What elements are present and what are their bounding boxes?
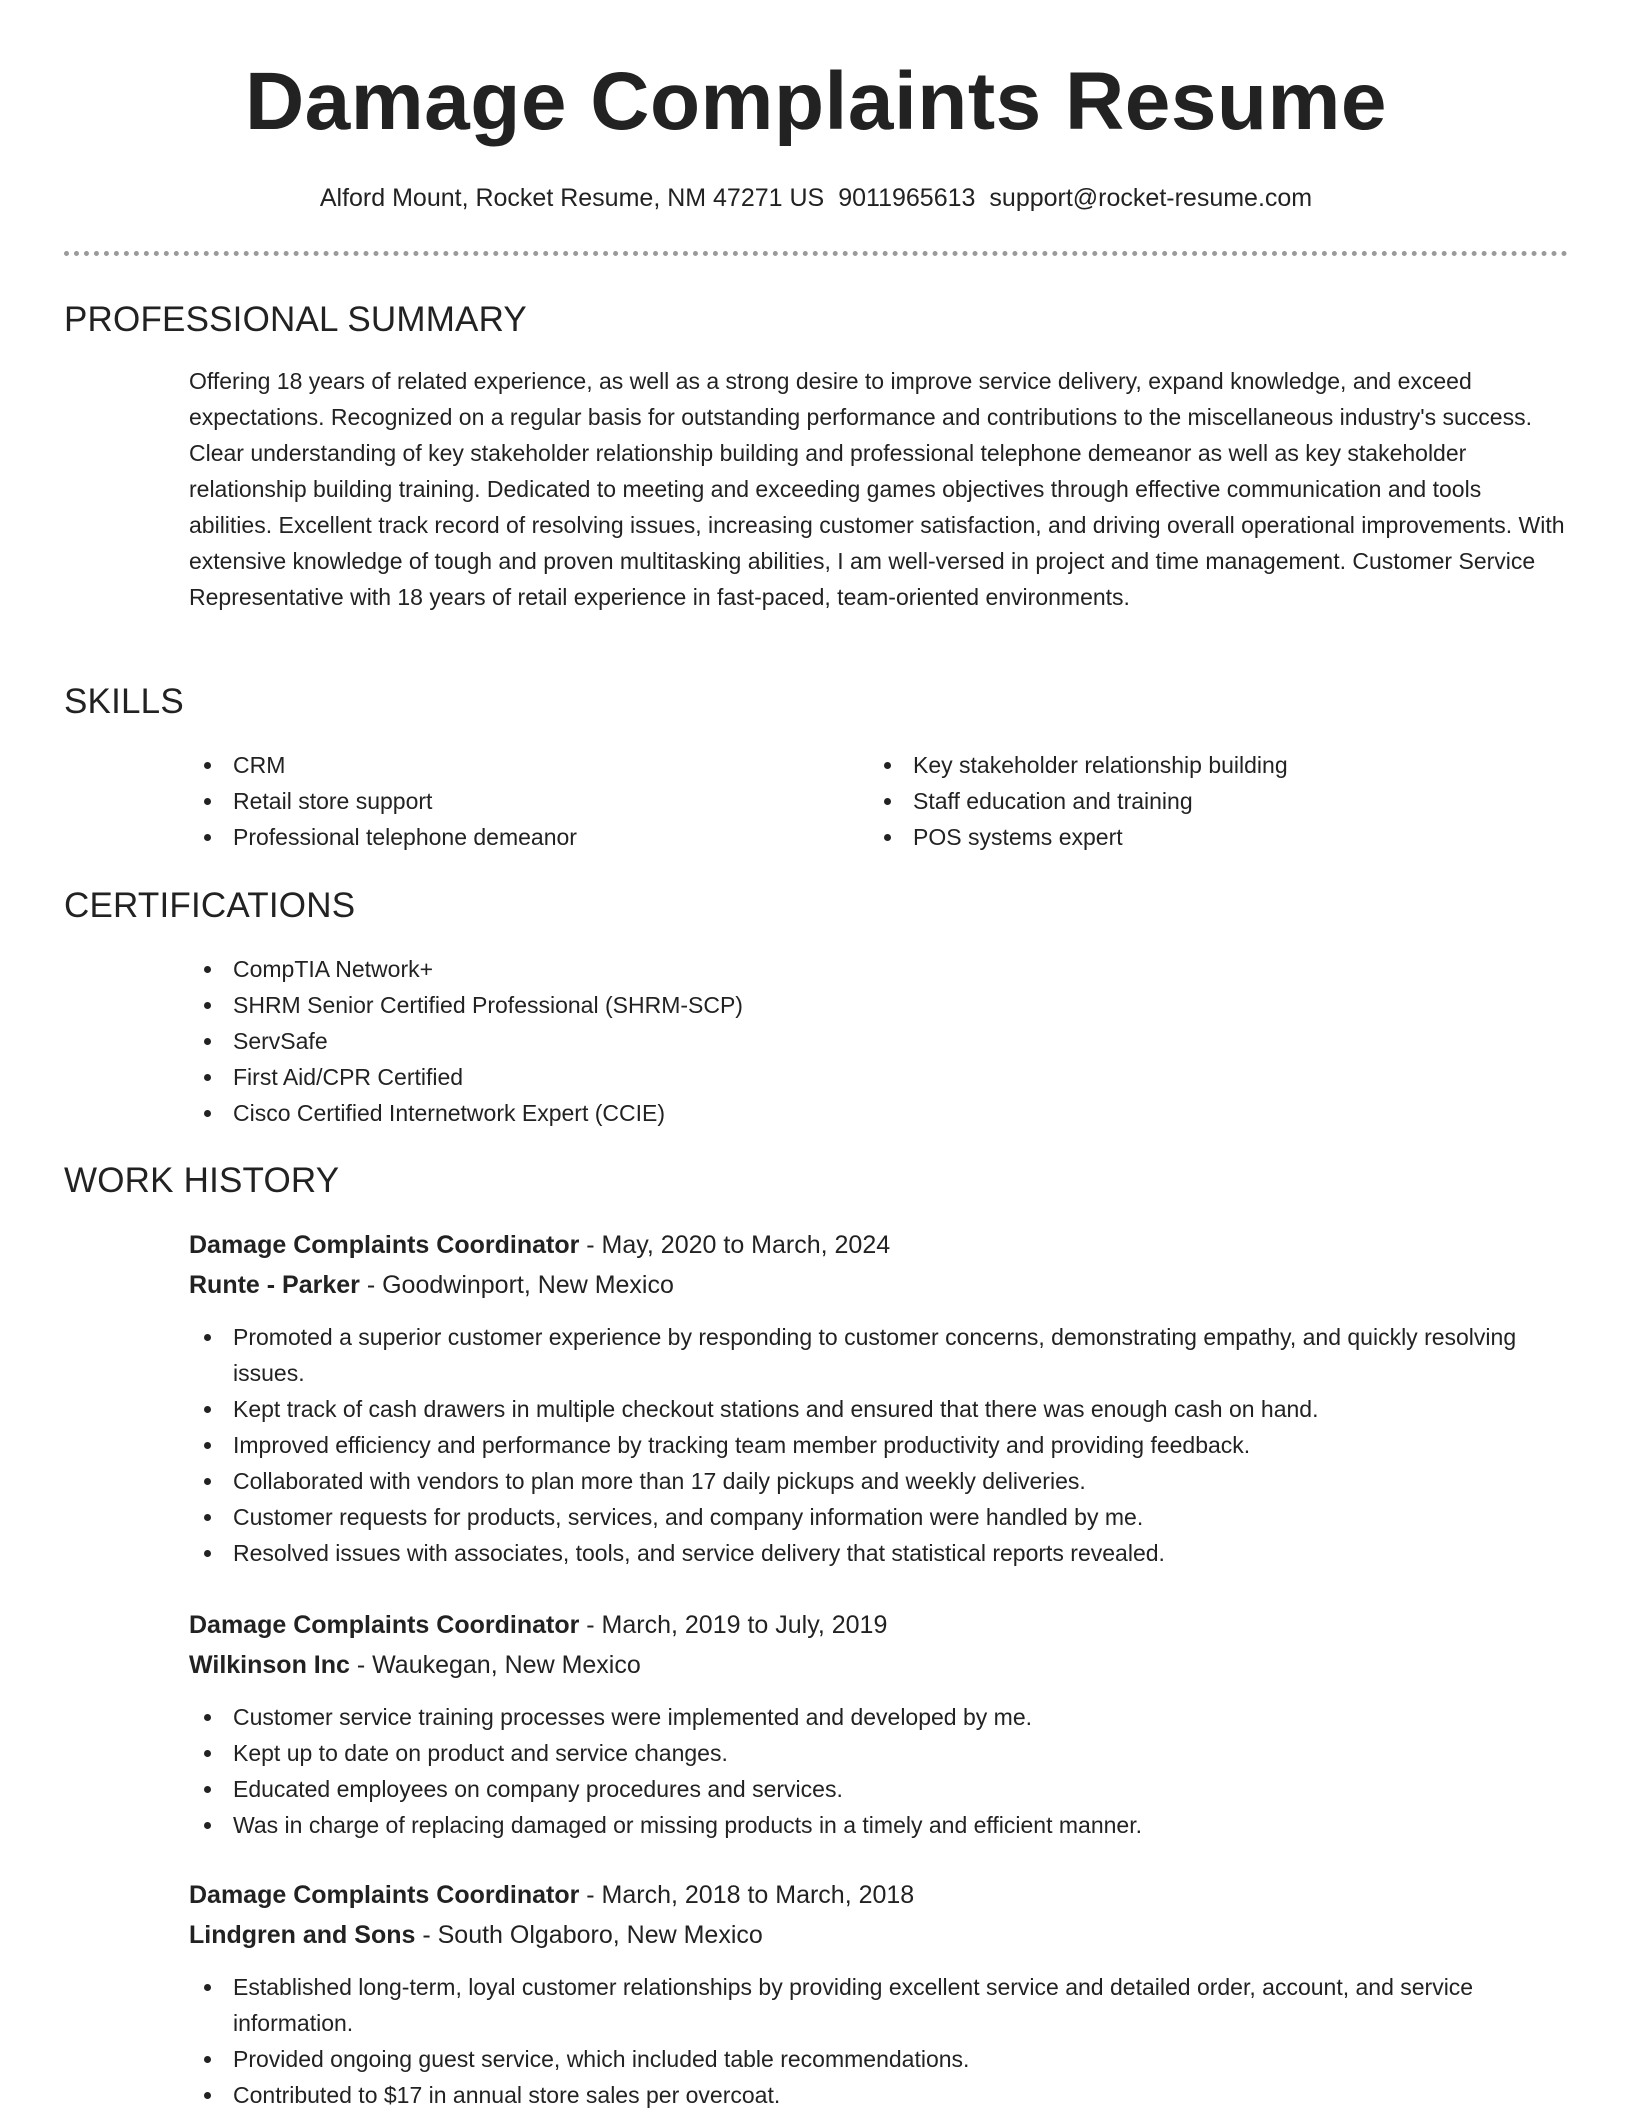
job-title: Damage Complaints Coordinator — [189, 1611, 580, 1639]
certification-item: Cisco Certified Internetwork Expert (CCIE) — [189, 1095, 1569, 1131]
job-company: Lindgren and Sons — [189, 1921, 416, 1949]
job-company: Wilkinson Inc — [189, 1651, 350, 1679]
job-company-line — [189, 1647, 641, 1683]
job-location: - Waukegan, New Mexico — [349, 1651, 641, 1679]
job-title-line — [189, 1607, 887, 1643]
job-company-line — [189, 1917, 763, 1953]
certification-item: SHRM Senior Certified Professional (SHRM-SCP) — [189, 987, 1569, 1023]
skill-item: Staff education and training — [869, 783, 1489, 819]
job-title-line — [189, 1877, 914, 1913]
job-bullets — [189, 1319, 1569, 1571]
job-bullet: Resolved issues with associates, tools, and service delivery that statistical reports revealed. — [189, 1535, 1569, 1571]
job-dates: - March, 2019 to July, 2019 — [579, 1611, 888, 1639]
job-bullet: Customer requests for products, services, and company information were handled by me. — [189, 1499, 1569, 1535]
job-title: Damage Complaints Coordinator — [189, 1881, 580, 1909]
job-bullet: Customer service training processes were implemented and developed by me. — [189, 1699, 1569, 1735]
job-bullet: Kept up to date on product and service changes. — [189, 1735, 1569, 1771]
header-divider — [64, 251, 1568, 256]
job-bullet: Was in charge of replacing damaged or missing products in a timely and efficient manner. — [189, 1807, 1569, 1843]
resume-title: Damage Complaints Resume — [244, 56, 1388, 147]
job-company: Runte - Parker — [189, 1271, 360, 1299]
certifications-list — [189, 951, 1569, 1131]
contact-line — [0, 181, 1632, 215]
skill-item: Professional telephone demeanor — [189, 819, 809, 855]
certification-item: First Aid/CPR Certified — [189, 1059, 1569, 1095]
skills-list-right — [869, 747, 1489, 855]
job-bullet: Improved efficiency and performance by tracking team member productivity and providing feedback. — [189, 1427, 1569, 1463]
job-bullets — [189, 1969, 1569, 2113]
certification-item: CompTIA Network+ — [189, 951, 1569, 987]
job-location: - Goodwinport, New Mexico — [359, 1271, 674, 1299]
job-bullet: Contributed to $17 in annual store sales per overcoat. — [189, 2077, 1569, 2113]
skills-list-left — [189, 747, 809, 855]
summary-heading: PROFESSIONAL SUMMARY — [64, 300, 527, 339]
job-bullet: Promoted a superior customer experience by responding to customer concerns, demonstrating empathy, and quickly resolving issues. — [189, 1319, 1569, 1391]
job-bullet: Collaborated with vendors to plan more than 17 daily pickups and weekly deliveries. — [189, 1463, 1569, 1499]
skill-item: CRM — [189, 747, 809, 783]
contact-email: support@rocket-resume.com — [989, 184, 1313, 212]
job-company-line — [189, 1267, 674, 1303]
job-bullet: Kept track of cash drawers in multiple checkout stations and ensured that there was enough cash on hand. — [189, 1391, 1569, 1427]
job-title: Damage Complaints Coordinator — [189, 1231, 580, 1259]
job-title-line — [189, 1227, 890, 1263]
work-history-heading: WORK HISTORY — [64, 1161, 340, 1200]
job-bullets — [189, 1699, 1569, 1843]
certifications-heading: CERTIFICATIONS — [64, 886, 356, 925]
summary-text: Offering 18 years of related experience, as well as a strong desire to improve service delivery, expand knowledge, and exceed expectations. Recognized on a regular basis for outstanding performance and contributions to the miscellaneous industry's success. Clear understanding of key stakeholder relationship building and professional telephone demeanor as well as key stakeholder relationship building training. Dedicated to meeting and exceeding games objectives through effective communication and tools abilities. Excellent track record of resolving issues, increasing customer satisfaction, and driving overall operational improvements. With extensive knowledge of tough and proven multitasking abilities, I am well-versed in project and time management. Customer Service Representative with 18 years of retail experience in fast-paced, team-oriented environments. — [189, 368, 1565, 610]
skill-item: Key stakeholder relationship building — [869, 747, 1489, 783]
skills-heading: SKILLS — [64, 682, 184, 721]
contact-phone: 9011965613 — [838, 184, 976, 212]
job-location: - South Olgaboro, New Mexico — [415, 1921, 763, 1949]
job-bullet: Established long-term, loyal customer relationships by providing excellent service and detailed order, account, and service information. — [189, 1969, 1569, 2041]
contact-address: Alford Mount, Rocket Resume, NM 47271 US — [319, 184, 825, 212]
skill-item: POS systems expert — [869, 819, 1489, 855]
job-dates: - May, 2020 to March, 2024 — [579, 1231, 891, 1259]
job-bullet: Educated employees on company procedures and services. — [189, 1771, 1569, 1807]
job-dates: - March, 2018 to March, 2018 — [579, 1881, 915, 1909]
certification-item: ServSafe — [189, 1023, 1569, 1059]
skill-item: Retail store support — [189, 783, 809, 819]
job-bullet: Provided ongoing guest service, which included table recommendations. — [189, 2041, 1569, 2077]
